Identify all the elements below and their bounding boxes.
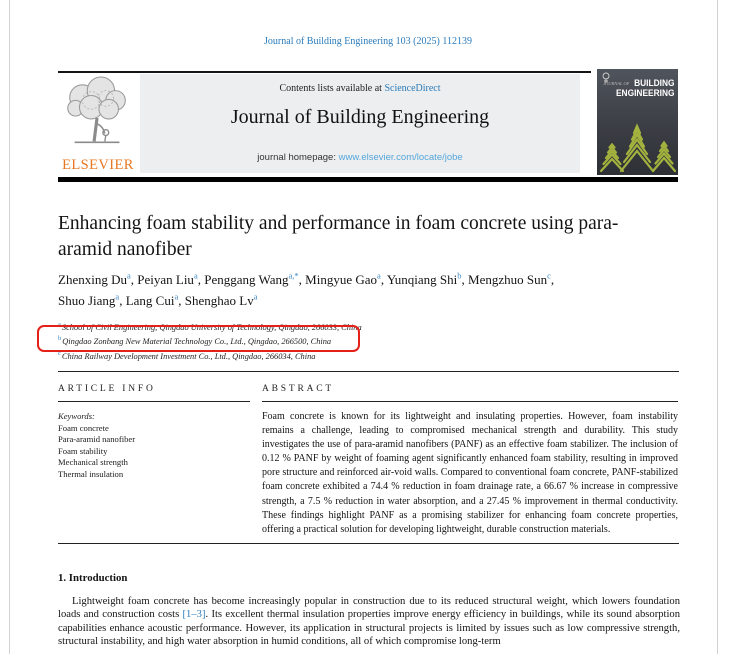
contents-line [140, 83, 580, 94]
author-affiliation-sup[interactable]: a [126, 271, 131, 281]
author: Shuo Jiang$^a$, [58, 291, 126, 309]
keyword: Foam concrete [58, 422, 109, 433]
section-heading-introduction: 1. Introduction [58, 572, 128, 584]
affiliation: $^a$School of Civil Engineering, Qingdao University of Technology, Qingdao, 266033, China [58, 321, 362, 332]
abstract-text: Foam concrete is known for its lightweight and insulating properties. However, foam instability remains a challenge, leading to compromised mechanical strength and durability. This study investigates the use of para-aramid nanofibers (PANF) as an effective foam stabilizer. The inclusion of 0.12 % PANF by weight of foaming agent significantly enhanced foam stability, resulting in improved pore structure and reinforced air-void walls. Compared to conventional foam concrete, PANF-stabilized foam concrete exhibited a 74.4 % reduction in foam drainage rate, a 66.67 % increase in compressive strength, a 7.5 % reduction in water absorption, and a 27.45 % improvement in thermal conductivity. These findings highlight PANF as a promising stabilizer for enhancing foam concrete properties, offering a practical solution for developing lightweight, durable construction materials. [262, 411, 678, 535]
author: Shenghao Lv$^a$ [184, 291, 258, 309]
author: Penggang Wang$^{a,*}$, [204, 271, 306, 288]
author: Yunqiang Shi$^b$, [386, 271, 469, 288]
intro-text-before-citation: Lightweight foam concrete has become increasingly popular in construction due to its reduced structural weight, which lowers foundation loads and construction costs [58, 596, 680, 621]
author: Mengzhuo Sun$^c$, [468, 271, 555, 288]
author-affiliation-sup[interactable]: b [457, 271, 462, 281]
abstract-rule [262, 401, 678, 402]
author-affiliation-sup[interactable]: a [174, 291, 179, 302]
cover-title-line1: BUILDING [634, 78, 675, 89]
page-right-edge [717, 0, 718, 654]
author-affiliation-sup[interactable]: c [547, 271, 551, 281]
journal-title: Journal of Building Engineering [230, 106, 490, 128]
journal-cover-thumbnail[interactable] [597, 69, 678, 175]
cover-kicker: JOURNAL OF [603, 81, 630, 86]
sciencedirect-link[interactable]: ScienceDirect [384, 83, 441, 94]
elsevier-tree-icon [59, 76, 137, 156]
homepage-prefix: journal homepage: [257, 152, 336, 163]
cover-title [616, 79, 675, 98]
elsevier-logo[interactable] [58, 76, 138, 174]
journal-banner [140, 74, 580, 173]
abstract-column [262, 384, 678, 537]
header-black-bar [58, 177, 678, 182]
cover-trees-icon [597, 109, 678, 173]
author-list [58, 268, 578, 310]
cover-title-line2: ENGINEERING [616, 87, 675, 99]
keyword: Foam stability [58, 445, 108, 456]
affiliation: $^c$China Railway Development Investment Co., Ltd., Qingdao, 266034, China [58, 349, 316, 361]
homepage-line [140, 152, 580, 163]
author-affiliation-sup[interactable]: a [377, 271, 381, 281]
keyword: Mechanical strength [58, 457, 128, 467]
header-top-rule [58, 71, 591, 73]
affiliation: $^b$Qingdao Zonbang New Material Technology Co., Ltd., Qingdao, 266500, China [58, 335, 332, 347]
journal-header [58, 71, 678, 183]
keywords-label: Keywords: [58, 411, 95, 421]
article-title: Enhancing foam stability and performance in foam concrete using para-aramid nanofiber [58, 213, 619, 260]
journal-citation-link[interactable]: Journal of Building Engineering 103 (2025) 112139 [264, 36, 472, 47]
divider-rule [58, 543, 679, 544]
abstract-heading: ABSTRACT [262, 384, 335, 394]
homepage-link[interactable]: www.elsevier.com/locate/jobe [338, 152, 463, 163]
author-affiliation-sup[interactable]: a,* [288, 271, 299, 281]
keyword: Thermal insulation [58, 468, 124, 479]
page-left-edge [9, 0, 10, 654]
keyword: Para-aramid nanofiber [58, 434, 136, 444]
author: Lang Cui$^a$, [125, 291, 185, 309]
reference-citation-link[interactable]: [1–3] [182, 609, 206, 621]
author-affiliation-sup[interactable]: a [115, 291, 120, 302]
intro-text-after-citation: . Its excellent thermal insulation properties improve energy efficiency in buildings, while its sound absorption capabilities enhance acoustic performance. However, its application in structural projects is limited by issues such as low compressive strength, structural instability, and high water absorption in humid conditions, all of which compromise long-term [58, 609, 681, 648]
divider-rule [58, 371, 679, 372]
author: Peiyan Liu$^a$, [137, 271, 205, 288]
elsevier-wordmark: ELSEVIER [62, 157, 134, 173]
article-info-column [58, 384, 250, 480]
article-info-heading: ARTICLE INFO [58, 384, 156, 394]
article-info-rule [58, 401, 250, 402]
contents-line-prefix: Contents lists available at [279, 83, 382, 94]
red-highlight-annotation [37, 325, 360, 352]
author: Zhenxing Du$^a$, [58, 271, 138, 288]
introduction-paragraph [58, 595, 680, 649]
author-affiliation-sup[interactable]: a [253, 291, 258, 302]
author-affiliation-sup[interactable]: a [193, 271, 198, 281]
author: Mingyue Gao$^a$, [305, 271, 387, 288]
